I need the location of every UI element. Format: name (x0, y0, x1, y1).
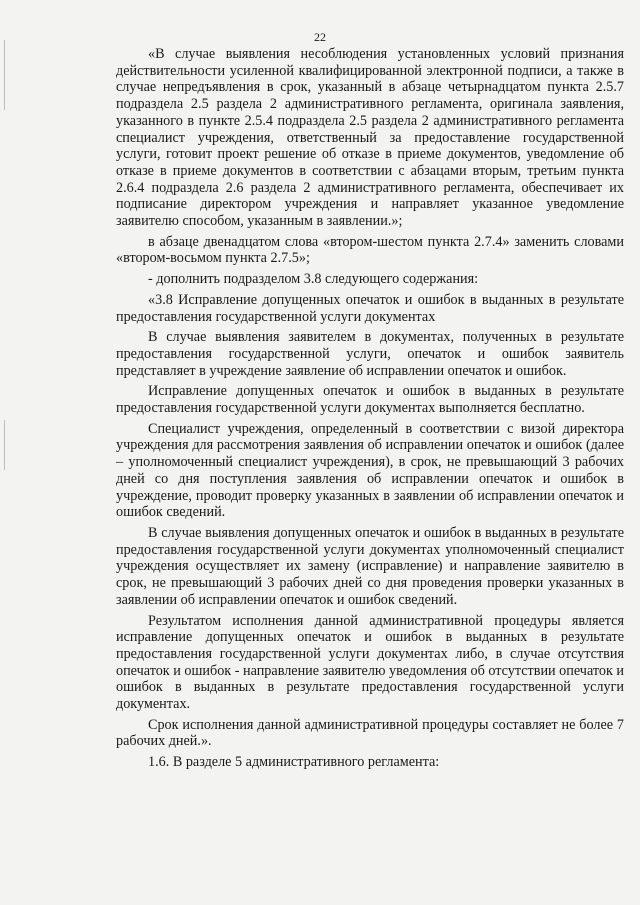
paragraph: в абзаце двенадцатом слова «втором-шестом пункта 2.7.4» заменить словами «втором-восьмом пункта 2.7.5»; (116, 233, 624, 267)
paragraph: Специалист учреждения, определенный в соответствии с визой директора учреждения для рассмотрения заявления об исправлении опечаток и ошибок (далее – уполномоченный специалист учреждения), в срок, не превышающий 3 рабочих дней со дня поступления заявления об исправлении опечаток и ошибок в учреждение, проводит проверку указанных в заявлении об исправлении опечаток и ошибок сведений. (116, 420, 624, 521)
paragraph: В случае выявления допущенных опечаток и ошибок в выданных в результате предоставления государственной услуги документах уполномоченный специалист учреждения осуществляет их замену (исправление) и направление заявителю в срок, не превышающий 3 рабочих дней со дня проведения проверки указанных в заявлении об исправлении опечаток и ошибок сведений. (116, 524, 624, 608)
paragraph: Срок исполнения данной административной процедуры составляет не более 7 рабочих дней.». (116, 716, 624, 750)
page-number: 22 (314, 30, 326, 44)
paragraph: Исправление допущенных опечаток и ошибок в выданных в результате предоставления государственной услуги документах выполняется бесплатно. (116, 383, 624, 417)
paragraph: «В случае выявления несоблюдения установленных условий признания действительности усиленной квалифицированной электронной подписи, а также в случае непредъявления в срок, указанный в абзаце четырнадцатом пункта 2.5.7 подраздела 2.5 раздела 2 административного регламента, оригинала заявления, указанного в пункте 2.5.4 подраздела 2.5 раздела 2 административного регламента специалист учреждения, ответственный за предоставление государственной услуги, готовит проект решение об отказе в приеме документов, уведомление об отказе в приеме документов в соответствии с абзацами вторым, третьим пункта 2.6.4 подраздела 2.6 раздела 2 административного регламента, обеспечивает их подписание директором учреждения и направляет указанное уведомление заявителю способом, указанным в заявлении.»; (116, 46, 624, 230)
paragraph: - дополнить подразделом 3.8 следующего содержания: (148, 271, 479, 288)
scan-margin-mark (4, 420, 5, 470)
paragraph: Результатом исполнения данной административной процедуры является исправление допущенных опечаток и ошибок в выданных в результате предоставления государственной услуги документах либо, в случае отсутствия опечаток и ошибок - направление заявителю уведомления об отсутствии опечаток и ошибок в выданных в результате предоставления государственной услуги документах. (116, 612, 625, 713)
scan-margin-mark (4, 40, 5, 110)
section-heading: «3.8 Исправление допущенных опечаток и ошибок в выданных в результате предоставления государственной услуги документах (116, 291, 624, 325)
paragraph: 1.6. В разделе 5 административного регламента: (148, 754, 440, 771)
document-body (116, 46, 624, 775)
paragraph: В случае выявления заявителем в документах, полученных в результате предоставления государственной услуги, опечаток и ошибок заявитель представляет в учреждение заявление об исправлении опечаток и ошибок. (116, 329, 624, 379)
